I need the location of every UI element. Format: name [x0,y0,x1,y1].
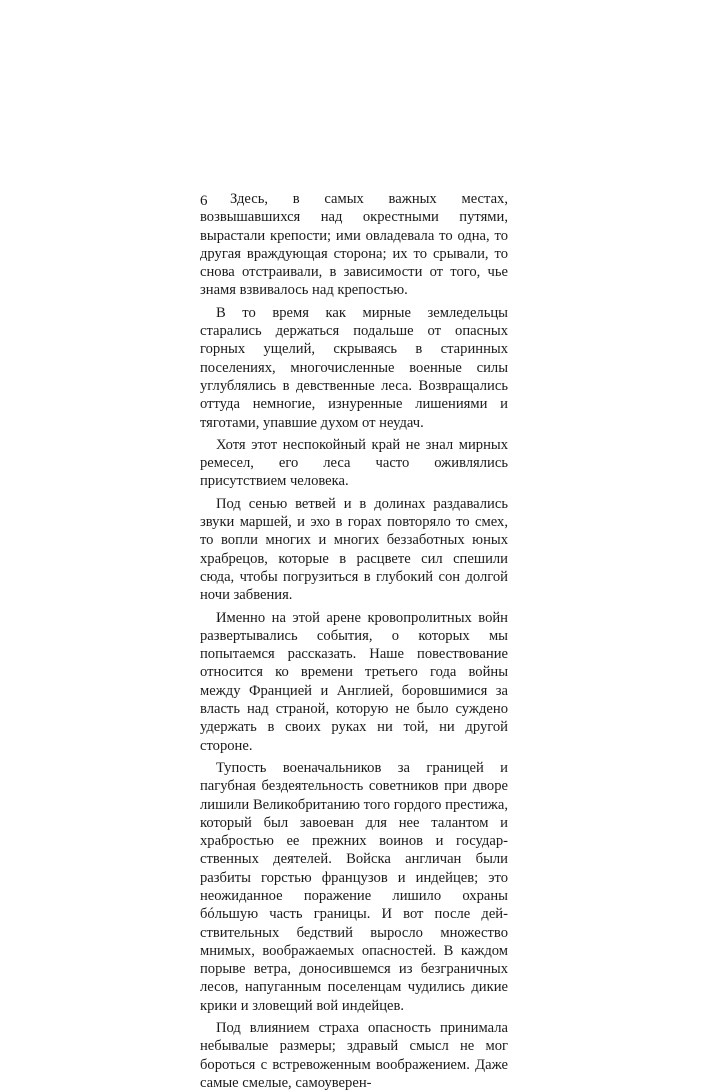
paragraph-4: Под сенью ветвей и в долинах раздавались звуки маршей, и эхо в горах повторяло то смех, то вопли многих и многих беззаботных юных храбрецов, которые в расцвете сил спешили сюда, чтобы погрузиться в глубокий сон долгой ночи забвения. [200,495,508,604]
paragraph-7: Под влиянием страха опасность принимала небывалые размеры; здравый смысл не мог бороться с встревоженным воображением. Даже самые смелые, самоуверен- [200,1020,508,1091]
page-body [200,190,508,1092]
paragraph-1: Здесь, в самых важных местах, возвышавшихся над окрестными путями, вырастали крепости; ими овладевала то одна, то другая враждующая сторона; их то срывали, то снова отстраивали, в зависимости от того, чье знамя взвивалось над крепостью. [200,191,508,299]
paragraph-5: Именно на этой арене кровопролитных войн развертывались события, о которых мы попытаемся рассказать. Наше повествование относится ко времени третьего года войны между Францией и Англией, боровшимися за власть над страной, которую не было суждено удержать в своих руках ни той, ни другой стороне. [200,609,508,754]
paragraph-2: В то время как мирные земледельцы старались держаться подальше от опасных горных ущелий, скрываясь в старинных поселениях, многочисленные военные силы углублялись в девственные леса. Возвращались оттуда немногие, изнуренные лишениями и тяготами, упавшие духом от неудач. [200,304,508,431]
page-number: 6 [200,193,208,209]
paragraph-3: Хотя этот неспокойный край не знал мирных ремесел, его леса часто оживлялись присутствием человека. [200,436,508,490]
paragraph-6: Тупость военачальников за границей и пагубная бездеятельность советников при дворе лишили Великобританию того гордого престижа, который был завоеван для нее талантом и храбростью ее прежних воинов и государственных деятелей. Войска англичан были разбиты горстью французов и индейцев; это неожиданное поражение лишило охраны бóльшую часть границы. И вот после действительных бедствий выросло множество мнимых, воображаемых опасностей. В каждом порыве ветра, доносившемся из безграничных лесов, напуганным поселенцам чудились дикие крики и зловещий вой индейцев. [200,759,508,1014]
